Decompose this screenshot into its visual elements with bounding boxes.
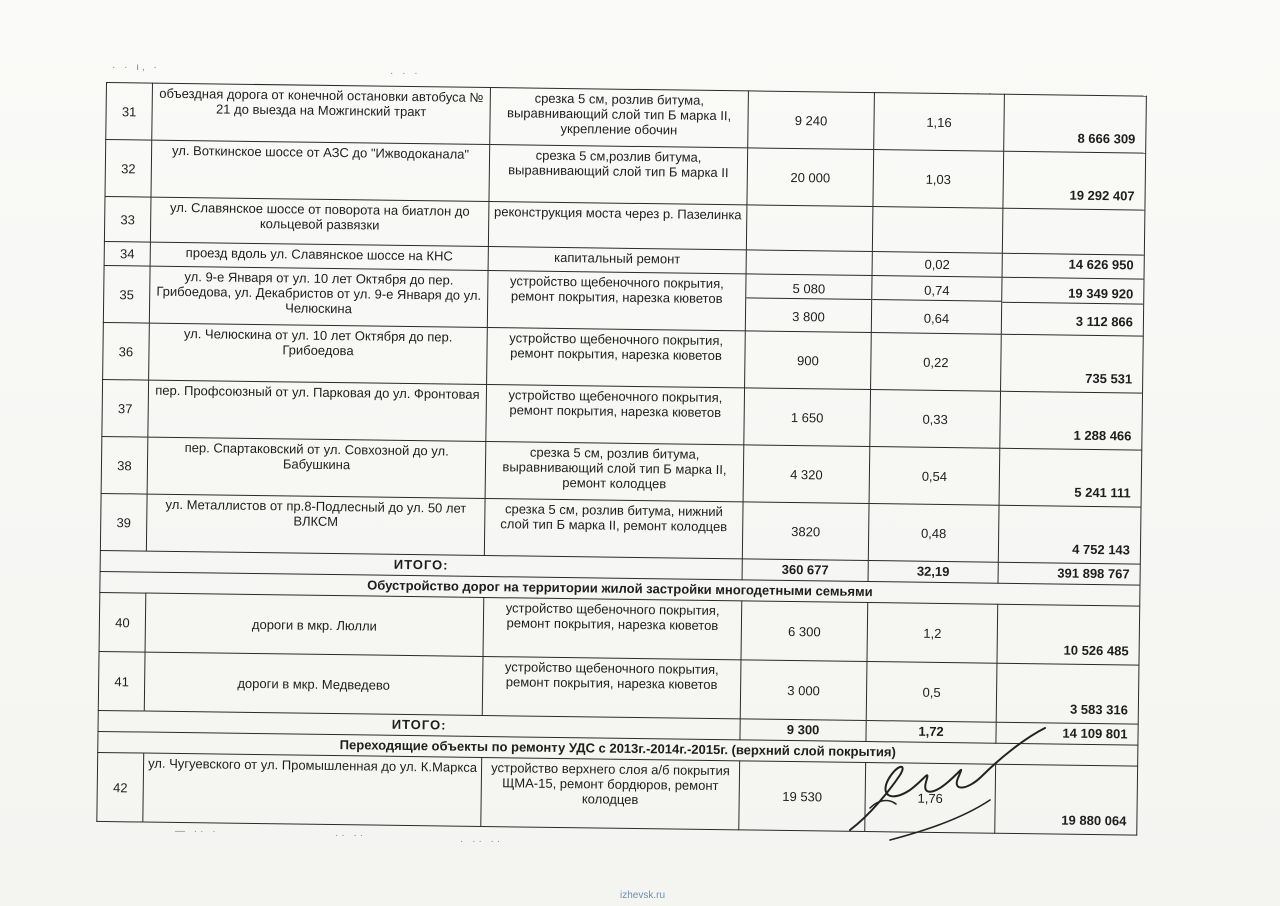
road-cost: 4 752 143: [998, 505, 1141, 564]
road-cost: 19 880 064: [995, 764, 1138, 835]
road-length: 3 000: [740, 660, 867, 721]
road-length-second: 3 800: [792, 308, 825, 324]
road-length: 900: [745, 331, 872, 390]
work-type: устройство щебеночного покрытия, ремонт покрытия, нарезка кюветов: [487, 271, 746, 331]
row-number: 32: [105, 140, 152, 198]
section-title: Переходящие объекты по ремонту УДС с 2013г.-2014г.-2015г. (верхний слой покрытия): [98, 731, 1138, 766]
work-type: устройство щебеночного покрытия, ремонт покрытия, нарезка кюветов: [486, 385, 745, 445]
road-length: 6 300: [741, 601, 868, 662]
road-area: [872, 207, 1003, 254]
total-length: 9 300: [740, 719, 866, 742]
work-type: срезка 5 см, розлив битума, выравнивающий слой тип Б марка II, укрепление обочин: [490, 88, 749, 148]
road-area-second: 0,64: [923, 310, 950, 326]
signature-image: [830, 720, 1060, 850]
road-area: 0,02: [872, 252, 1002, 278]
road-length: 3820: [742, 502, 869, 561]
road-name: объездная дорога от конечной остановки автобуса № 21 до выезда на Можгинский тракт: [152, 83, 491, 144]
road-name: дороги в мкр. Люлли: [145, 593, 484, 656]
work-type: устройство щебеночного покрытия, ремонт покрытия, нарезка кюветов: [487, 328, 746, 388]
road-name: проезд вдоль ул. Славянское шоссе на КНС: [150, 242, 488, 270]
road-cost: 19 349 920: [1002, 285, 1143, 305]
road-cost-cell: [1001, 277, 1144, 336]
row-number: 34: [104, 241, 150, 266]
road-area: 0,33: [870, 390, 1001, 449]
row-number: 36: [103, 322, 150, 380]
road-cost-second: 3 112 866: [1075, 313, 1134, 330]
road-length: [746, 250, 872, 276]
road-name: пер. Спартаковский от ул. Совхозной до ул. Бабушкина: [147, 437, 486, 498]
row-number: 38: [101, 436, 148, 494]
road-cost: 735 531: [1001, 334, 1144, 393]
scan-noise-top-right: · · · · ·: [940, 88, 995, 99]
row-number: 31: [106, 83, 153, 141]
work-type: реконструкция моста через р. Пазелинка: [488, 202, 747, 250]
total-label: ИТОГО:: [100, 550, 742, 579]
total-area: 1,72: [866, 721, 996, 744]
scan-noise-top-mid: · · ·: [390, 68, 421, 79]
road-name: ул. Металлистов от пр.8-Подлесный до ул. 50 лет ВЛКСМ: [146, 494, 485, 555]
total-label: ИТОГО:: [98, 710, 740, 739]
road-length: 19 530: [739, 761, 866, 832]
road-cost: 8 666 309: [1004, 94, 1147, 153]
road-area: 1,2: [867, 603, 998, 664]
road-cost: 10 526 485: [997, 604, 1140, 665]
road-area: 0,5: [866, 662, 997, 723]
road-cost: 1 288 466: [1000, 391, 1143, 450]
road-cost: 3 583 316: [996, 663, 1139, 724]
total-area: 32,19: [868, 561, 998, 584]
road-length: 9 240: [748, 91, 875, 150]
road-cost: 5 241 111: [999, 448, 1142, 507]
scan-noise-bottom: — ·· ·: [175, 826, 219, 837]
row-number: 40: [99, 592, 146, 652]
work-type: устройство щебеночного покрытия, ремонт покрытия, нарезка кюветов: [482, 656, 741, 718]
work-type: капитальный ремонт: [488, 247, 746, 274]
road-area: 0,48: [868, 504, 999, 563]
section-title: Обустройство дорог на территории жилой застройки многодетными семьями: [100, 571, 1140, 606]
road-length: [746, 205, 873, 252]
work-type: срезка 5 см,розлив битума, выравнивающий слой тип Б марка II: [489, 145, 748, 205]
road-length: 20 000: [747, 148, 874, 207]
total-cost: 391 898 767: [998, 562, 1140, 585]
road-area: 1,16: [874, 93, 1005, 152]
road-area: 1,03: [873, 150, 1004, 209]
work-type: срезка 5 см, розлив битума, нижний слой тип Б марка II, ремонт колодцев: [484, 498, 743, 558]
road-name: дороги в мкр. Медведево: [144, 652, 483, 715]
road-area: 0,22: [871, 333, 1002, 392]
road-area-cell: [871, 276, 1002, 335]
row-number: 39: [100, 493, 147, 551]
road-name: ул. Славянское шоссе от поворота на биатлон до кольцевой развязки: [150, 197, 489, 246]
road-length: 1 650: [744, 388, 871, 447]
total-length: 360 677: [742, 559, 868, 582]
road-area: 0,54: [869, 447, 1000, 506]
road-area: 0,74: [872, 282, 1001, 302]
scan-noise-bottom-right: · ·· ··: [460, 836, 504, 847]
road-cost: [1002, 208, 1145, 255]
road-name: ул. 9-е Января от ул. 10 лет Октября до пер. Грибоедова, ул. Декабристов от ул. 9-е Января до ул. Челюскина: [149, 266, 488, 327]
total-cost: 14 109 801: [996, 722, 1138, 745]
scan-noise-bottom-mid: ·· ··: [335, 830, 367, 841]
work-type: срезка 5 см, розлив битума, выравнивающий слой тип Б марка II, ремонт колодцев: [485, 442, 744, 502]
road-length: 4 320: [743, 445, 870, 504]
road-name: ул. Чугуевского от ул. Промышленная до ул. К.Маркса: [143, 753, 482, 826]
road-cost: 14 626 950: [1002, 253, 1144, 279]
row-number: 35: [103, 265, 150, 323]
work-type: устройство верхнего слоя а/б покрытия ЩМА-15, ремонт бордюров, ремонт колодцев: [481, 757, 740, 829]
road-name: пер. Профсоюзный от ул. Парковая до ул. Фронтовая: [148, 380, 487, 441]
row-number: 41: [98, 651, 145, 711]
road-area: 1,76: [865, 763, 996, 834]
road-cost: 19 292 407: [1003, 151, 1146, 210]
watermark: izhevsk.ru: [620, 890, 666, 901]
work-type: устройство щебеночного покрытия, ремонт покрытия, нарезка кюветов: [483, 597, 742, 659]
road-length-cell: [745, 274, 872, 333]
road-name: ул. Воткинское шоссе от АЗС до "Ижводоканала": [151, 140, 490, 201]
road-name: ул. Челюскина от ул. 10 лет Октября до пер. Грибоедова: [149, 323, 488, 384]
road-length: 5 080: [746, 280, 871, 300]
row-number: 42: [97, 752, 144, 822]
row-number: 37: [102, 379, 149, 437]
row-number: 33: [104, 196, 151, 242]
scan-noise-top: · · ı, ·: [112, 62, 160, 73]
